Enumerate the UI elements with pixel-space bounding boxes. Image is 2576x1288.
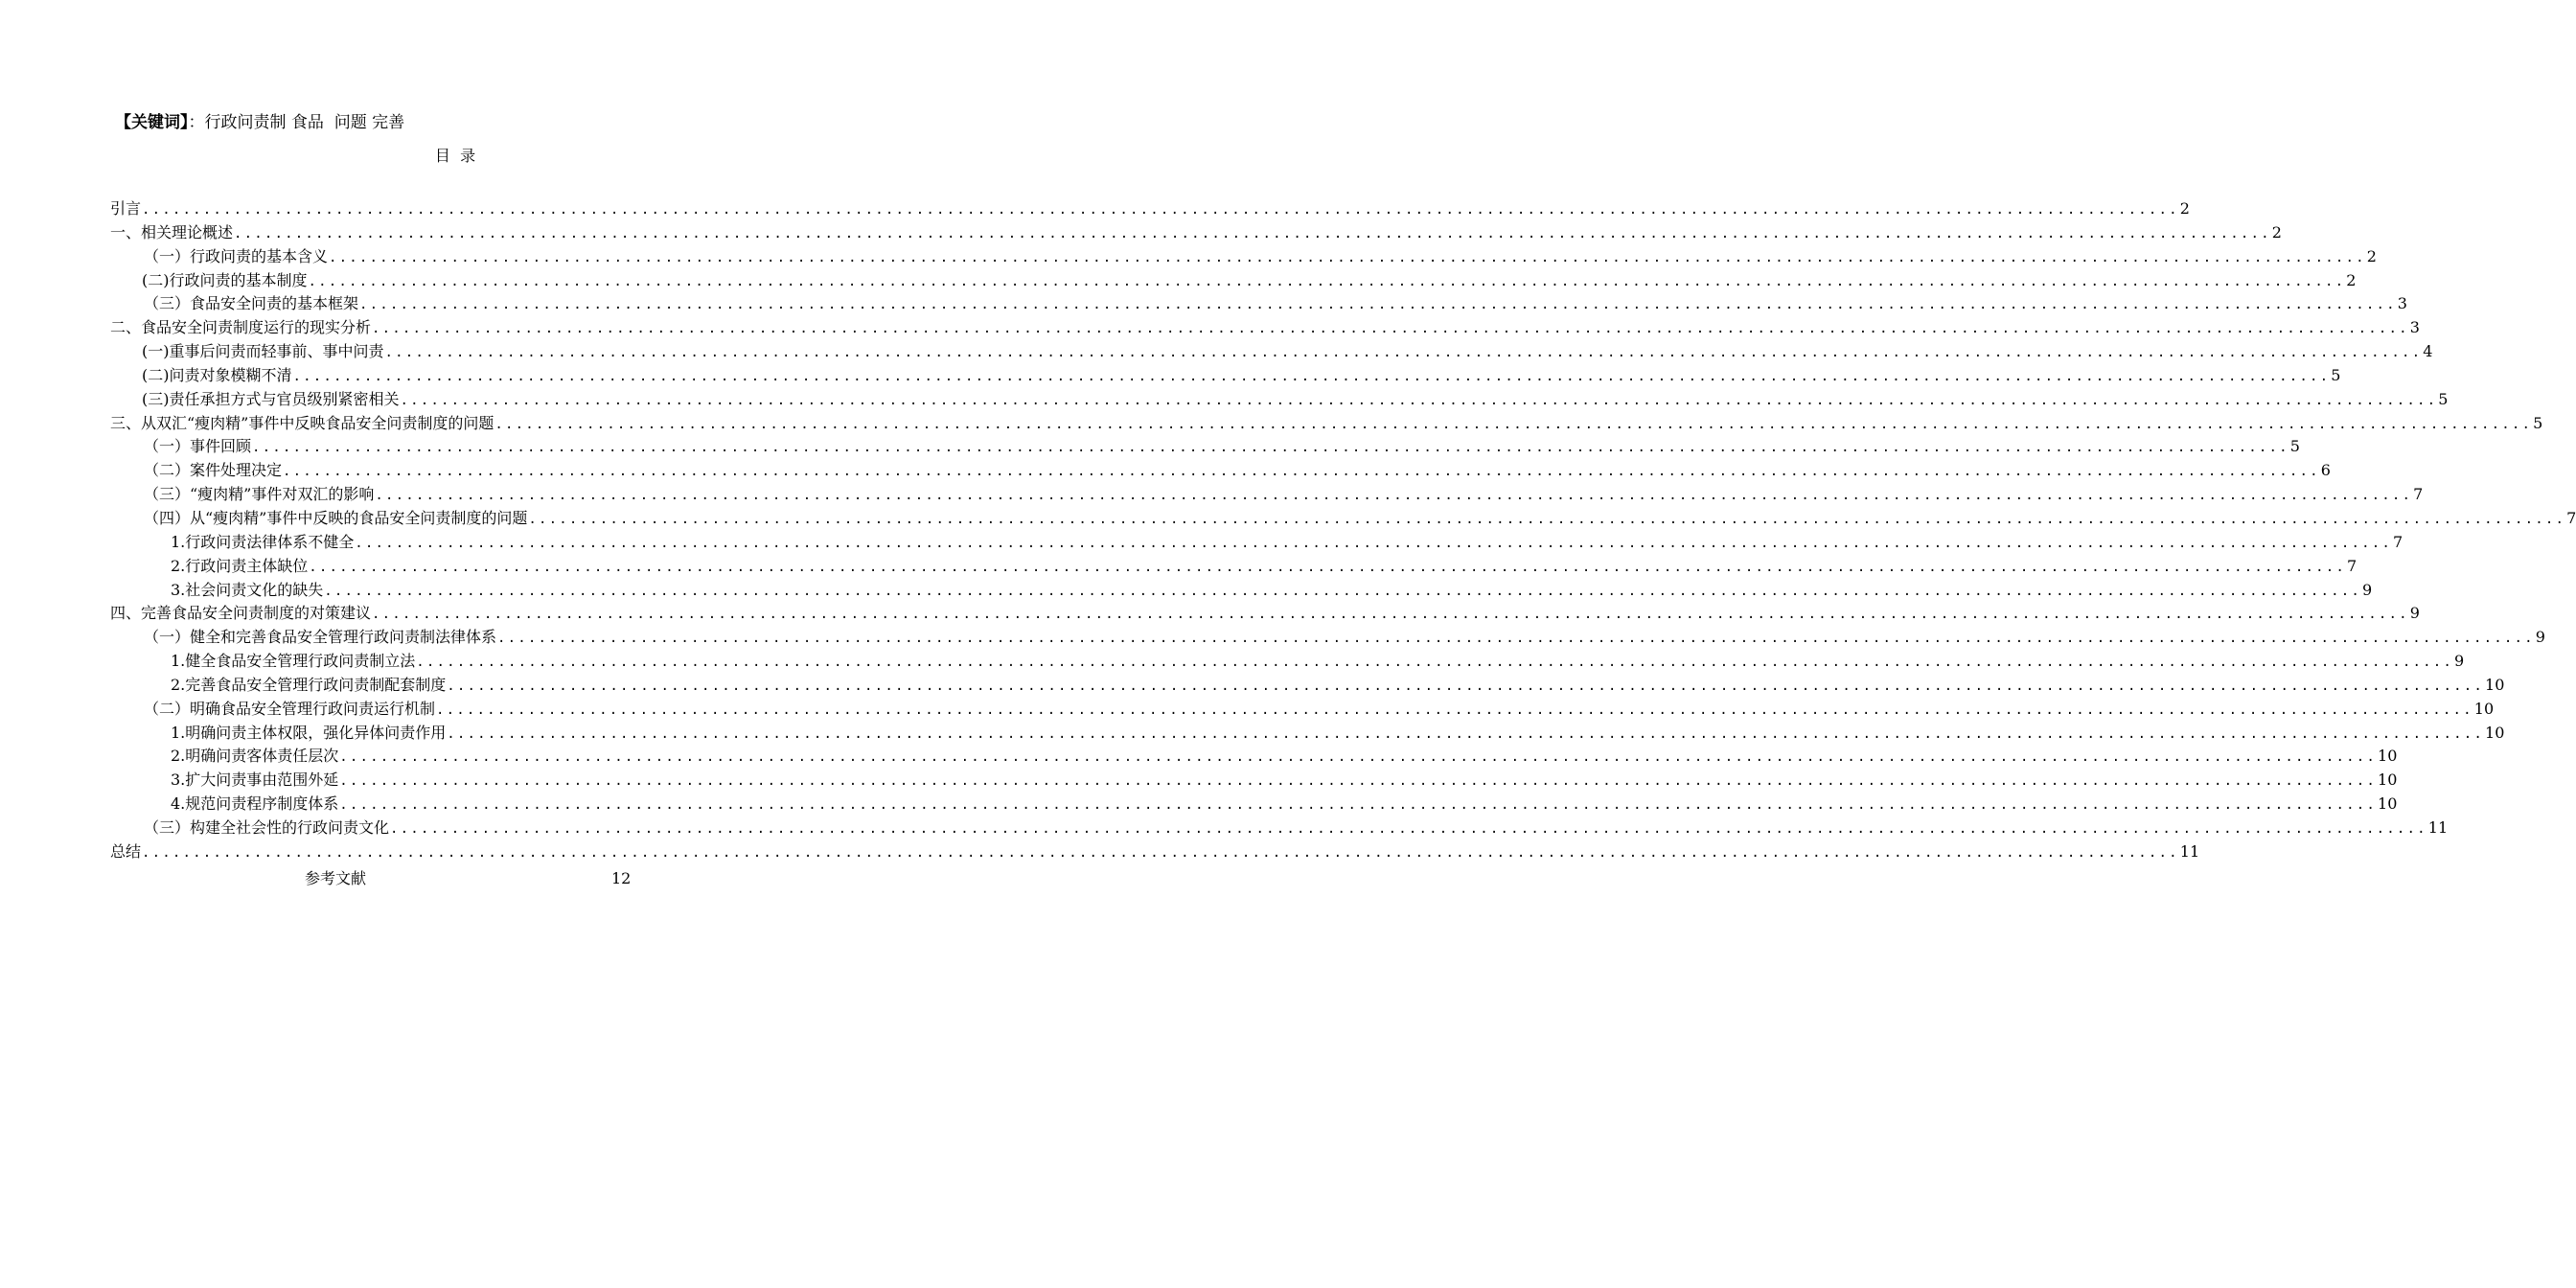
toc-leader-dots: ........................................................................................................................................................................................................ <box>528 511 2566 527</box>
toc-entry-title: 2.行政问责主体缺位 <box>171 556 309 575</box>
toc-entry-title: (三)责任承担方式与官员级别紧密相关 <box>142 389 400 408</box>
toc-heading: 目 录 <box>434 147 476 165</box>
toc-leader-dots: ........................................................................................................................................................................................................ <box>283 464 2320 480</box>
toc-entry-page: 10 <box>2378 770 2398 790</box>
toc-leader-dots: ........................................................................................................................................................................................................ <box>292 368 2331 384</box>
toc-entry-title: 引言 <box>110 199 142 218</box>
toc-entry-page: 5 <box>2533 413 2543 432</box>
toc-entry-title: 3.扩大问责事由范围外延 <box>171 770 339 790</box>
toc-entry-title: （一）事件回顾 <box>144 437 252 456</box>
toc-entry-title: 1.行政问责法律体系不健全 <box>171 532 355 551</box>
toc-entry <box>110 412 2543 436</box>
toc-entry <box>110 840 2200 864</box>
toc-leader-dots: ........................................................................................................................................................................................................ <box>447 678 2485 694</box>
toc-entry-title: 1.健全食品安全管理行政问责制立法 <box>171 652 416 671</box>
toc-entry <box>110 745 2398 769</box>
toc-entry <box>110 769 2398 793</box>
toc-entry-page: 10 <box>2378 747 2398 766</box>
toc-leader-dots: ........................................................................................................................................................................................................ <box>359 297 2397 313</box>
toc-entry <box>110 579 2373 603</box>
toc-entry-page: 6 <box>2320 461 2331 480</box>
toc-entry-page: 9 <box>2362 580 2373 599</box>
toc-entry <box>110 269 2357 293</box>
toc-leader-dots: ........................................................................................................................................................................................................ <box>436 702 2473 718</box>
toc-entry <box>110 650 2465 674</box>
toc-leader-dots: ........................................................................................................................................................................................................ <box>339 773 2378 790</box>
toc-entry-page: 10 <box>2473 699 2495 718</box>
toc-leader-dots: ........................................................................................................................................................................................................ <box>142 844 2179 861</box>
toc-entry-title: (二)问责对象模糊不清 <box>142 365 292 384</box>
toc-entry-page: 12 <box>611 869 632 887</box>
toc-entry-page: 2 <box>2346 270 2357 289</box>
keywords-line <box>115 108 404 132</box>
toc-entry <box>110 316 2420 340</box>
toc-entry-page: 5 <box>2438 389 2449 408</box>
toc-entry-title: (二)行政问责的基本制度 <box>142 270 308 289</box>
toc-entry-page: 3 <box>2397 294 2407 313</box>
toc-entry-title: （三）“瘦肉精”事件对双汇的影响 <box>144 485 375 504</box>
toc-entry-page: 2 <box>2179 199 2190 218</box>
toc-leader-dots: ........................................................................................................................................................................................................ <box>497 631 2535 647</box>
toc-entry-title: 四、完善食品安全问责制度的对策建议 <box>110 604 372 623</box>
toc-entry-page: 9 <box>2454 652 2465 671</box>
toc-entry-title: 二、食品安全问责制度运行的现实分析 <box>110 318 372 337</box>
toc-entry-title: （三）食品安全问责的基本框架 <box>144 294 359 313</box>
toc-entry-title: 三、从双汇“瘦肉精”事件中反映食品安全问责制度的问题 <box>110 413 494 432</box>
toc-entry <box>110 602 2420 626</box>
toc-leader-dots: ........................................................................................................................................................................................................ <box>384 345 2423 361</box>
toc-entry-title: 总结 <box>110 841 142 861</box>
toc-entry <box>110 221 2282 245</box>
toc-entry-title: （二）案件处理决定 <box>144 461 283 480</box>
toc-entry-title: （一）健全和完善食品安全管理行政问责制法律体系 <box>144 628 497 647</box>
toc-entry-page: 9 <box>2535 628 2545 647</box>
toc-entry-page: 7 <box>2566 508 2576 527</box>
toc-leader-dots: ........................................................................................................................................................................................................ <box>324 583 2362 599</box>
toc-leader-dots: ........................................................................................................................................................................................................ <box>252 440 2289 456</box>
toc-entry-page: 4 <box>2423 342 2433 361</box>
toc-entry-title: （二）明确食品安全管理行政问责运行机制 <box>144 699 436 718</box>
toc-entry-title: 1.明确问责主体权限，强化异体问责作用 <box>171 723 447 742</box>
toc-entry <box>110 626 2545 650</box>
toc-entry <box>110 459 2331 483</box>
toc-leader-dots: ........................................................................................................................................................................................................ <box>355 535 2393 551</box>
toc-leader-dots: ........................................................................................................................................................................................................ <box>416 655 2454 671</box>
toc-leader-dots: ........................................................................................................................................................................................................ <box>390 820 2427 837</box>
toc-entry <box>110 507 2576 531</box>
toc-entry-title: （三）构建全社会性的行政问责文化 <box>144 817 390 837</box>
toc-entry-page: 11 <box>2179 841 2200 861</box>
toc-entry-title: (一)重事后问责而轻事前、事中问责 <box>142 342 384 361</box>
toc-leader-dots: ........................................................................................................................................................................................................ <box>308 273 2346 289</box>
toc-entry-page: 7 <box>2347 556 2358 575</box>
toc-entry <box>110 245 2377 269</box>
toc-entry-page: 10 <box>2485 675 2505 694</box>
toc-leader-dots: ........................................................................................................................................................................................................ <box>372 607 2409 623</box>
toc-entry-page: 5 <box>2331 365 2341 384</box>
toc-leader-dots: ........................................................................................................................................................................................................ <box>234 225 2271 242</box>
toc-entry <box>110 340 2433 364</box>
toc-entry-title: 2.完善食品安全管理行政问责制配套制度 <box>171 675 447 694</box>
toc-leader-dots: ........................................................................................................................................................................................................ <box>400 392 2438 408</box>
toc-entry <box>110 388 2449 412</box>
toc-entry-title: （四）从“瘦肉精”事件中反映的食品安全问责制度的问题 <box>144 508 528 527</box>
toc-entry-title: 2.明确问责客体责任层次 <box>171 747 339 766</box>
toc-entry <box>110 292 2407 316</box>
toc-leader-dots: ........................................................................................................................................................................................................ <box>494 416 2533 432</box>
toc-leader-dots: ........................................................................................................................................................................................................ <box>329 249 2366 265</box>
toc-leader-dots: ........................................................................................................................................................................................................ <box>142 202 2179 218</box>
toc-entry <box>110 674 2505 698</box>
toc-leader-dots: ........................................................................................................................................................................................................ <box>339 797 2378 814</box>
toc-entry <box>110 364 2341 388</box>
toc-entry <box>110 698 2495 722</box>
toc-entry <box>110 435 2300 459</box>
toc-entry <box>110 722 2505 746</box>
toc-entry-title: 4.规范问责程序制度体系 <box>171 794 339 814</box>
toc-leader-dots: ........................................................................................................................................................................................................ <box>339 749 2378 766</box>
toc-entry <box>110 816 2449 840</box>
toc-entry <box>110 483 2424 507</box>
toc-entry-page: 11 <box>2427 817 2449 837</box>
toc-leader-dots: ........................................................................................................................................................................................................ <box>372 321 2409 337</box>
toc-entry-page: 3 <box>2409 318 2420 337</box>
toc-entry-page: 10 <box>2485 723 2505 742</box>
toc-entry <box>110 197 2190 221</box>
toc-entry-page: 9 <box>2409 604 2420 623</box>
toc-entry-title: 一、相关理论概述 <box>110 222 234 242</box>
toc-leader-dots: ........................................................................................................................................................................................................ <box>309 559 2347 575</box>
toc-entry-page: 7 <box>2393 532 2404 551</box>
toc-entry-page: 10 <box>2378 794 2398 814</box>
toc-leader-dots: ........................................................................................................................................................................................................ <box>375 488 2413 504</box>
toc-entry-title: 参考文献 <box>305 869 367 887</box>
toc-entry <box>110 555 2358 579</box>
keywords-text: ：行政问责制 食品 问题 完善 <box>188 113 405 132</box>
toc-entry-page: 2 <box>2271 222 2282 242</box>
toc-leader-dots: ........................................................................................................................................................................................................ <box>447 725 2485 742</box>
toc-entry <box>110 531 2404 555</box>
toc-entry-page: 2 <box>2366 246 2377 265</box>
toc-entry-references <box>0 868 910 889</box>
toc-entry <box>110 793 2398 816</box>
table-of-contents <box>110 197 2576 864</box>
toc-entry-page: 7 <box>2413 485 2424 504</box>
toc-entry-title: （一）行政问责的基本含义 <box>144 246 329 265</box>
keywords-label: 【关键词】 <box>115 113 189 132</box>
toc-entry-page: 5 <box>2289 437 2300 456</box>
toc-entry-title: 3.社会问责文化的缺失 <box>171 580 324 599</box>
